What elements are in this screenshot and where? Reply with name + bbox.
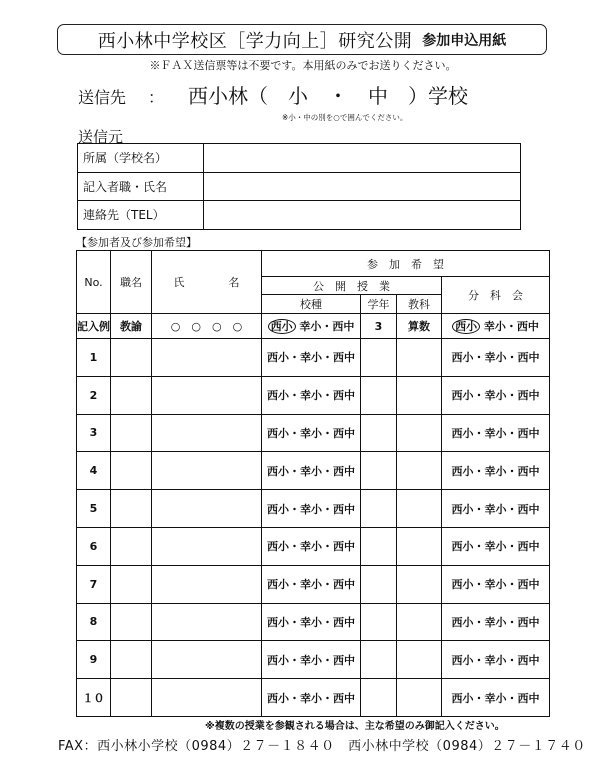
position-field[interactable] [111, 490, 152, 528]
subcommittee-choices[interactable]: 西小・幸小・西中 [442, 376, 550, 414]
subcommittee-choices[interactable]: 西小・幸小・西中 [442, 452, 550, 490]
participant-row [77, 376, 550, 414]
grade-field[interactable] [361, 376, 397, 414]
subcommittee-choices[interactable]: 西小・幸小・西中 [442, 527, 550, 565]
name-field[interactable] [152, 603, 262, 641]
title-box [57, 24, 547, 55]
row-number: 1 [77, 339, 111, 377]
subject-field[interactable] [397, 339, 442, 377]
subcommittee-choices[interactable]: 西小・幸小・西中 [442, 679, 550, 717]
row-number: 3 [77, 414, 111, 452]
subcommittee-choices[interactable]: 西小・幸小・西中 [442, 339, 550, 377]
name-field[interactable] [152, 565, 262, 603]
header-wish: 参 加 希 望 [262, 251, 550, 277]
form-title: 西小林中学校区［学力向上］研究公開 [97, 30, 413, 52]
header-subject: 教科 [397, 295, 442, 314]
sender-row [78, 144, 521, 173]
fax-note: ※ＦＡＸ送信票等は不要です。本用紙のみでお送りください。 [149, 59, 457, 72]
header-name: 氏 名 [152, 251, 262, 314]
grade-field[interactable] [361, 452, 397, 490]
participant-row [77, 641, 550, 679]
grade-field[interactable] [361, 339, 397, 377]
participant-row [77, 339, 550, 377]
position-field[interactable] [111, 641, 152, 679]
position-field[interactable] [111, 414, 152, 452]
destination [78, 80, 468, 109]
subject-field[interactable] [397, 490, 442, 528]
footer-note: ※複数の授業を参観される場合は、主な希望のみ御記入ください。 [205, 721, 505, 732]
header-position: 職名 [111, 251, 152, 314]
row-number: 6 [77, 527, 111, 565]
name-field[interactable] [152, 641, 262, 679]
school-type-choices[interactable]: 西小・幸小・西中 [262, 339, 361, 377]
school-type-choices[interactable]: 西小・幸小・西中 [262, 452, 361, 490]
subject-field[interactable] [397, 527, 442, 565]
header-subcommittee: 分 科 会 [442, 277, 550, 314]
form-subtitle: 参加申込用紙 [422, 32, 507, 49]
subject-field[interactable] [397, 565, 442, 603]
participant-row [77, 490, 550, 528]
subject-field[interactable] [397, 641, 442, 679]
grade-field[interactable] [361, 490, 397, 528]
participant-row [77, 603, 550, 641]
header-open-class: 公 開 授 業 [262, 277, 442, 295]
subcommittee-choices[interactable]: 西小・幸小・西中 [442, 490, 550, 528]
participants-label: 【参加者及び参加希望】 [76, 236, 197, 249]
subject-field[interactable] [397, 603, 442, 641]
position-field[interactable] [111, 527, 152, 565]
row-number: １０ [77, 679, 111, 717]
subcommittee-choices[interactable]: 西小・幸小・西中 [442, 603, 550, 641]
example-name: ○ ○ ○ ○ [152, 314, 262, 339]
writer-name-field[interactable] [204, 172, 521, 201]
position-field[interactable] [111, 339, 152, 377]
school-type-choices[interactable]: 西小・幸小・西中 [262, 679, 361, 717]
sender-field-label: 記入者職・氏名 [78, 172, 204, 201]
grade-field[interactable] [361, 527, 397, 565]
subcommittee-choices[interactable]: 西小・幸小・西中 [442, 414, 550, 452]
position-field[interactable] [111, 603, 152, 641]
name-field[interactable] [152, 527, 262, 565]
example-school-circled: 西小 [268, 319, 296, 334]
name-field[interactable] [152, 490, 262, 528]
school-type-choices[interactable]: 西小・幸小・西中 [262, 527, 361, 565]
destination-value: 西小林（ 小 ・ 中 ）学校 [188, 84, 468, 108]
participants-table [76, 250, 550, 717]
sender-row [78, 172, 521, 201]
row-number: 2 [77, 376, 111, 414]
tel-field[interactable] [204, 201, 521, 230]
sender-label: 送信元 [78, 128, 124, 146]
position-field[interactable] [111, 376, 152, 414]
destination-colon: ： [148, 88, 165, 107]
sender-field-label: 連絡先（TEL） [78, 201, 204, 230]
name-field[interactable] [152, 679, 262, 717]
affiliation-field[interactable] [204, 144, 521, 173]
subject-field[interactable] [397, 679, 442, 717]
subject-field[interactable] [397, 376, 442, 414]
participant-row [77, 679, 550, 717]
school-type-choices[interactable]: 西小・幸小・西中 [262, 565, 361, 603]
destination-label: 送信先 [78, 88, 127, 107]
school-type-choices[interactable]: 西小・幸小・西中 [262, 641, 361, 679]
school-type-choices[interactable]: 西小・幸小・西中 [262, 414, 361, 452]
name-field[interactable] [152, 452, 262, 490]
subcommittee-choices[interactable]: 西小・幸小・西中 [442, 565, 550, 603]
example-grade: 3 [361, 314, 397, 339]
destination-note: ※小・中の別を○で囲んでください。 [282, 113, 408, 122]
school-type-choices[interactable]: 西小・幸小・西中 [262, 603, 361, 641]
example-sub-rest: 幸小・西中 [483, 320, 539, 333]
example-label: 記入例 [77, 314, 111, 339]
sender-field-label: 所属（学校名） [78, 144, 204, 173]
example-subject: 算数 [397, 314, 442, 339]
subject-field[interactable] [397, 452, 442, 490]
participant-row [77, 452, 550, 490]
name-field[interactable] [152, 376, 262, 414]
header-school-type: 校種 [262, 295, 361, 314]
school-type-choices[interactable]: 西小・幸小・西中 [262, 490, 361, 528]
grade-field[interactable] [361, 679, 397, 717]
header-no: No. [77, 251, 111, 314]
sender-row [78, 201, 521, 230]
example-sub-circled: 西小 [452, 319, 480, 334]
position-field[interactable] [111, 679, 152, 717]
grade-field[interactable] [361, 641, 397, 679]
example-position: 教諭 [111, 314, 152, 339]
position-field[interactable] [111, 565, 152, 603]
subject-field[interactable] [397, 414, 442, 452]
row-number: 5 [77, 490, 111, 528]
name-field[interactable] [152, 339, 262, 377]
row-number: 9 [77, 641, 111, 679]
grade-field[interactable] [361, 565, 397, 603]
row-number: 8 [77, 603, 111, 641]
example-school-rest: 幸小・西中 [299, 320, 355, 333]
row-number: 4 [77, 452, 111, 490]
fax-numbers: FAX：西小林小学校（0984）２７－１８４０ 西小林中学校（0984）２７－１７４０ [58, 739, 586, 754]
name-field[interactable] [152, 414, 262, 452]
subcommittee-choices[interactable]: 西小・幸小・西中 [442, 641, 550, 679]
sender-table [77, 143, 521, 230]
school-type-choices[interactable]: 西小・幸小・西中 [262, 376, 361, 414]
grade-field[interactable] [361, 603, 397, 641]
row-number: 7 [77, 565, 111, 603]
header-grade: 学年 [361, 295, 397, 314]
grade-field[interactable] [361, 414, 397, 452]
participant-row [77, 414, 550, 452]
participant-row [77, 565, 550, 603]
example-row [77, 314, 550, 339]
position-field[interactable] [111, 452, 152, 490]
participant-row [77, 527, 550, 565]
